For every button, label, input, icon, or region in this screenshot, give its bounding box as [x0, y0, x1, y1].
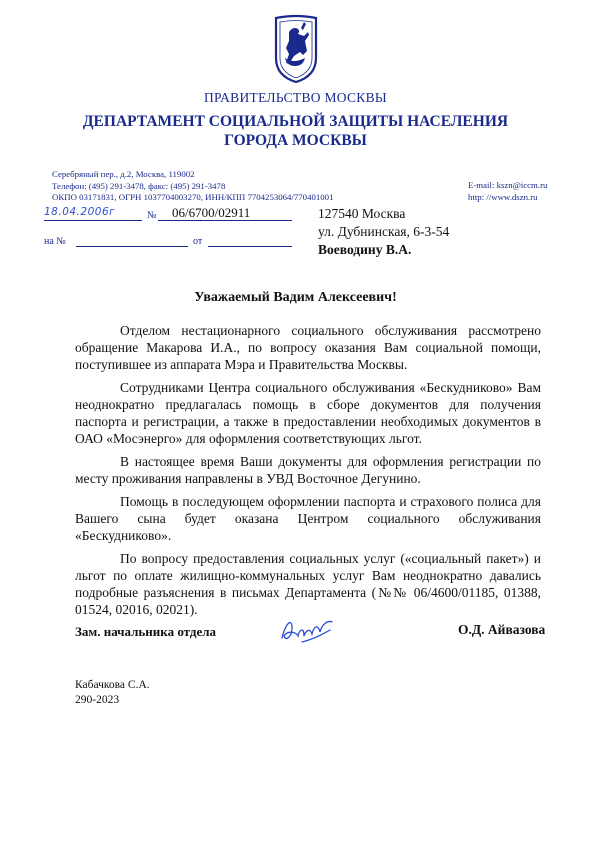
government-title: ПРАВИТЕЛЬСТВО МОСКВЫ	[203, 90, 387, 105]
dated-line	[208, 246, 292, 247]
contact-info	[52, 169, 333, 204]
department-email: E-mail: kszn@iccm.ru	[468, 180, 548, 190]
outgoing-number: 06/6700/02911	[158, 205, 292, 221]
addressee-street: ул. Дубнинская, 6-3-54	[318, 224, 450, 239]
department-phone: Телефон: (495) 291-3478, факс: (495) 291-3478	[52, 180, 226, 191]
in-reply-to-label: на №	[44, 236, 66, 247]
moscow-coat-of-arms-icon	[271, 14, 321, 84]
signatory-name: О.Д. Айвазова	[458, 622, 546, 637]
body-paragraph: Сотрудниками Центра социального обслуживания «Бескудниково» Вам неоднократно предлагалась помощь в сборе документов для получения паспорта и регистрации, а также в предоставлении необходимых документов в ОАО «Мосэнерго» для оформления соответствующих льгот.	[75, 380, 541, 446]
date-underline	[44, 220, 142, 221]
handwritten-signature	[278, 614, 338, 648]
salutation: Уважаемый Вадим Алексеевич!	[194, 290, 397, 305]
department-codes: ОКПО 03171831, ОГРН 1037704003270, ИНН/КПП 7704253064/770401001	[52, 192, 334, 202]
in-reply-to-line	[76, 246, 188, 247]
department-address: Серебряный пер., д.2, Москва, 119002	[52, 169, 195, 179]
body-paragraph: Отделом нестационарного социального обслуживания рассмотрено обращение Макарова И.А., по вопросу оказания Вам социальной помощи, поступившее из аппарата Мэра и Правительства Москвы.	[75, 323, 541, 372]
letter-body	[75, 322, 541, 624]
department-title-line1: ДЕПАРТАМЕНТ СОЦИАЛЬНОЙ ЗАЩИТЫ НАСЕЛЕНИЯ	[82, 113, 509, 130]
signatory-title: Зам. начальника отдела	[75, 624, 217, 639]
executor-block	[75, 678, 150, 708]
contact-online	[468, 180, 547, 203]
executor-name: Кабачкова С.А.	[75, 679, 150, 691]
body-paragraph: В настоящее время Ваши документы для оформления регистрации по месту проживания направлены в УВД Восточное Дегунино.	[75, 454, 541, 486]
body-paragraph: По вопросу предоставления социальных услуг («социальный пакет») и льгот по оплате жилищно-коммунальных услуг Вам неоднократно давались подробные разъяснения в письмах Департамента (№№ 06/4600/01185, 01388, 01524, 02016, 02021).	[75, 551, 541, 617]
department-website: http: //www.dszn.ru	[468, 191, 538, 202]
number-label: №	[147, 210, 157, 221]
addressee-city: 127540 Москва	[318, 206, 406, 221]
dated-label: от	[193, 236, 203, 247]
executor-phone: 290-2023	[75, 694, 120, 706]
addressee-name: Воеводину В.А.	[318, 242, 412, 257]
body-paragraph: Помощь в последующем оформлении паспорта и страхового полиса для Вашего сына будет оказана Центром социального обслуживания «Бескудниково».	[75, 494, 541, 543]
department-title-line2: ГОРОДА МОСКВЫ	[224, 132, 367, 149]
department-title	[40, 112, 551, 150]
handwritten-date: 18.04.2006г	[44, 206, 116, 218]
addressee-block	[318, 205, 449, 259]
